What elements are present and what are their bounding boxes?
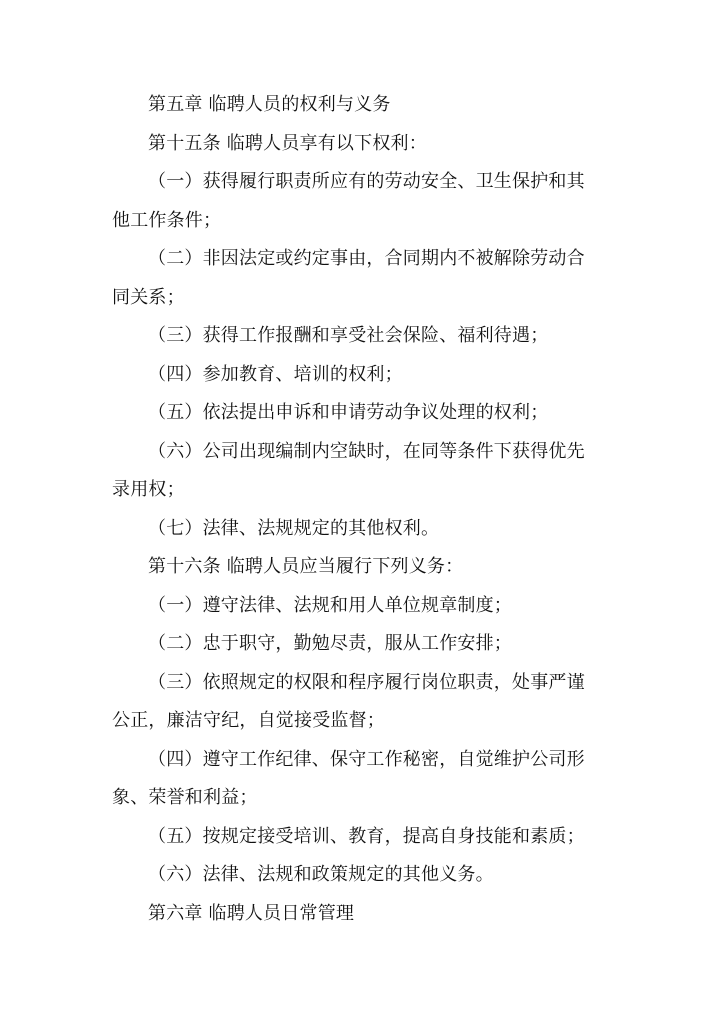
list-item: （五）按规定接受培训、教育，提高自身技能和素质；	[148, 825, 585, 847]
list-item: （六）法律、法规和政策规定的其他义务。	[148, 864, 494, 885]
list-item: （五）依法提出申诉和申请劳动争议处理的权利；	[148, 402, 549, 423]
list-item: （三）获得工作报酬和享受社会保险、福利待遇；	[148, 325, 549, 346]
list-item-continuation: 象、荣誉和利益；	[112, 787, 258, 808]
list-item: （三）依照规定的权限和程序履行岗位职责，处事严谨	[148, 671, 585, 693]
list-item-continuation: 录用权；	[112, 479, 185, 500]
list-item: （四）参加教育、培训的权利；	[148, 363, 403, 385]
chapter-heading: 第五章 临聘人员的权利与义务	[148, 94, 391, 115]
article-heading: 第十六条 临聘人员应当履行下列义务：	[148, 556, 464, 577]
article-heading: 第十五条 临聘人员享有以下权利：	[148, 132, 427, 154]
document-page	[112, 86, 612, 933]
list-item: （一）遵守法律、法规和用人单位规章制度；	[148, 594, 512, 616]
list-item: （七）法律、法规规定的其他权利。	[148, 517, 440, 539]
chapter-heading: 第六章 临聘人员日常管理	[148, 902, 355, 924]
list-item-continuation: 他工作条件；	[112, 209, 222, 231]
list-item-continuation: 公正，廉洁守纪，自觉接受监督；	[112, 710, 385, 731]
list-item: （二）忠于职守，勤勉尽责，服从工作安排；	[148, 633, 512, 654]
list-item: （六）公司出现编制内空缺时，在同等条件下获得优先	[148, 440, 585, 462]
list-item: （一）获得履行职责所应有的劳动安全、卫生保护和其	[148, 171, 585, 192]
list-item: （二）非因法定或约定事由，合同期内不被解除劳动合	[148, 248, 585, 269]
list-item: （四）遵守工作纪律、保守工作秘密，自觉维护公司形	[148, 748, 585, 770]
list-item-continuation: 同关系；	[112, 286, 185, 308]
